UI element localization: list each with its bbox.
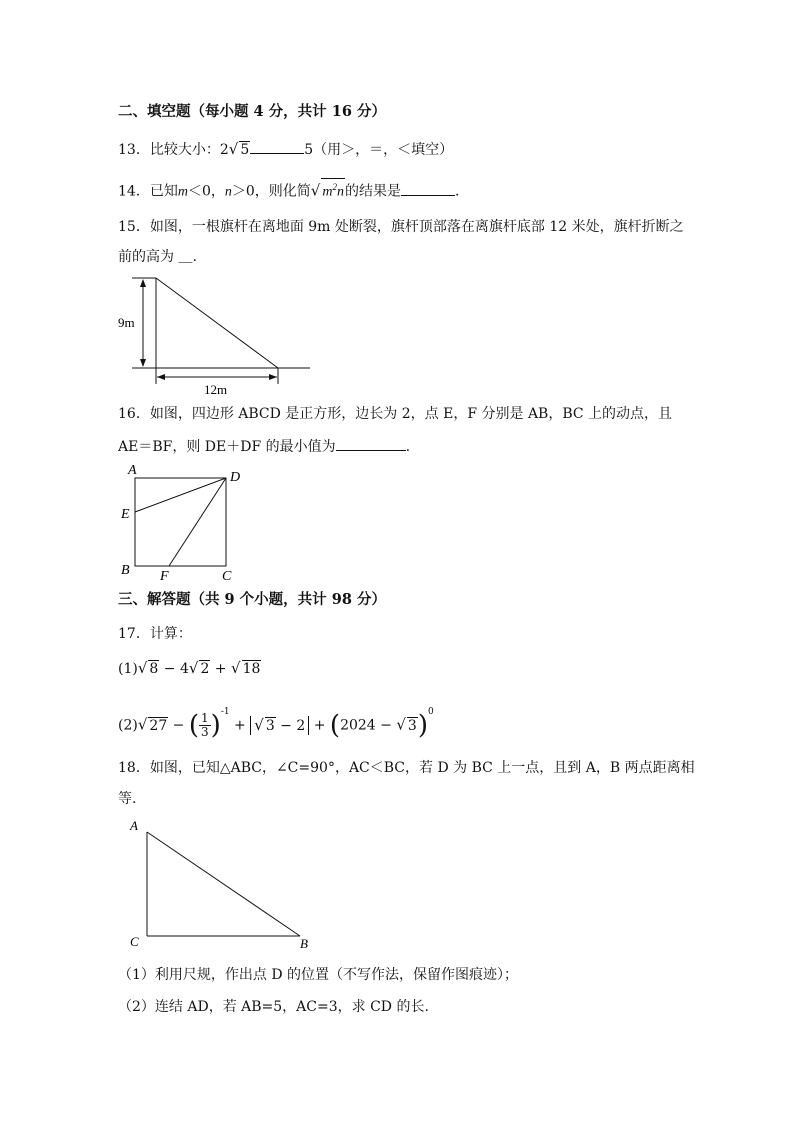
q17-p2-abs-rest: − 2	[275, 717, 306, 734]
q14-rad-m: m	[322, 184, 333, 200]
q17-p2-exp: -1	[220, 707, 230, 717]
q18-figure	[120, 812, 320, 952]
q17-p2-minus: −	[168, 717, 189, 734]
square-abcd	[135, 478, 226, 566]
radical-icon: √	[137, 715, 148, 734]
q13-number: 13．比较大小：	[118, 142, 220, 158]
q17-p2-label: (2)	[118, 717, 138, 734]
q18-sub2: （2）连结 AD，若 AB=5，AC=3，求 CD 的长.	[118, 999, 429, 1015]
q17-part1	[118, 658, 261, 679]
segment-df	[169, 478, 226, 566]
q14-end: .	[454, 183, 460, 200]
label-b: B	[121, 563, 130, 578]
q17-p2-plus2: +	[309, 717, 330, 734]
q17-p2-fraction	[199, 712, 211, 739]
q14-cond1: ＜0，	[187, 183, 225, 200]
q17-p2-num: 1	[201, 711, 209, 726]
q18-line1: 18．如图，已知△ABC，∠C=90°，AC＜BC，若 D 为 BC 上一点，且到 A，B 两点距离相	[118, 760, 695, 776]
arrow-up-icon	[140, 279, 146, 287]
radical-icon: √	[188, 659, 199, 677]
q15-line2: 前的高为 ＿.	[118, 249, 197, 265]
right-paren-icon: )	[210, 710, 221, 741]
radical-icon: √	[254, 715, 264, 734]
q18-sub1: （1）利用尺规，作出点 D 的位置（不写作法，保留作图痕迹）；	[118, 967, 519, 983]
label-e: E	[121, 507, 130, 522]
radical-icon: √	[310, 181, 321, 200]
arrow-down-icon	[140, 359, 146, 367]
radical-icon: √	[137, 659, 148, 677]
q16-line2-end: .	[405, 439, 411, 455]
q13-radicand: 5	[240, 142, 250, 158]
label-a: A	[128, 463, 137, 478]
label-a: A	[130, 818, 138, 833]
q17-p1-plus: +	[210, 661, 231, 677]
question-13	[118, 139, 453, 160]
question-14	[118, 178, 459, 203]
label-12m: 12m	[204, 382, 228, 397]
radical-icon: √	[231, 659, 241, 677]
q14-n: n	[224, 184, 232, 200]
q16-line2	[118, 437, 410, 457]
radical-icon: √	[228, 140, 239, 158]
q16-answer-blank	[336, 438, 406, 451]
q14-post: 的结果是	[344, 183, 401, 200]
q17-p2-r1: 27	[149, 717, 168, 734]
q13-answer-blank	[250, 141, 304, 154]
q17-p2-exp0: 0	[427, 707, 434, 717]
q14-answer-blank	[401, 183, 455, 196]
q17-p2-plus1: +	[229, 717, 251, 734]
broken-top	[156, 278, 278, 368]
radical-icon: √	[396, 715, 406, 734]
q17-p2-abs	[250, 716, 309, 735]
q14-pre: 14．已知	[118, 183, 178, 200]
left-paren-icon: (	[329, 710, 341, 741]
q17-p2-paren-pre: 2024 −	[340, 717, 397, 734]
q16-figure	[112, 460, 252, 585]
q17-p2-abs-r: 3	[265, 717, 275, 734]
q17-p1-r1: 8	[149, 661, 159, 677]
q14-rad-exp: 2	[332, 182, 337, 192]
section-3-title: 三、解答题（共 9 个小题，共计 98 分）	[118, 591, 386, 608]
label-d: D	[230, 470, 241, 485]
q17-part2	[118, 706, 434, 742]
q18-line2: 等.	[118, 791, 137, 807]
q17-p1-r3: 18	[242, 661, 261, 677]
section-2-title: 二、填空题（每小题 4 分，共计 16 分）	[118, 103, 386, 120]
q13-coef: 2	[219, 142, 229, 158]
q17-title: 17．计算：	[118, 626, 192, 642]
side-ab	[147, 832, 300, 936]
right-paren-icon: )	[417, 710, 428, 741]
q15-figure	[110, 270, 320, 400]
q16-line2-pre: AE＝BF，则 DE＋DF 的最小值为	[118, 439, 336, 455]
label-9m: 9m	[118, 315, 135, 330]
segment-de	[135, 478, 226, 512]
q14-m: m	[177, 184, 188, 200]
arrow-right-icon	[269, 374, 277, 380]
label-b: B	[300, 936, 308, 951]
left-paren-icon: (	[188, 710, 200, 741]
q14-radicand	[321, 178, 345, 201]
q17-p2-paren-r: 3	[407, 717, 417, 734]
q17-p1-r2: 2	[200, 661, 210, 677]
q13-rest: 5（用＞，＝，＜填空）	[304, 142, 454, 158]
label-f: F	[160, 569, 169, 584]
q14-rad-n: n	[336, 184, 344, 200]
q17-p2-den: 3	[201, 725, 209, 740]
q17-p1-mid: − 4	[159, 661, 189, 677]
label-c: C	[130, 934, 139, 949]
q17-p1-label: (1)	[118, 661, 138, 677]
q14-cond2: ＞0，则化简	[231, 183, 311, 200]
q16-line1: 16．如图，四边形 ABCD 是正方形，边长为 2，点 E，F 分别是 AB，BC 上的动点，且	[118, 406, 673, 422]
label-c: C	[222, 569, 232, 584]
arrow-left-icon	[157, 374, 165, 380]
q15-line1: 15．如图，一根旗杆在离地面 9m 处断裂，旗杆顶部落在离旗杆底部 12 米处，旗杆折断之	[118, 219, 684, 235]
